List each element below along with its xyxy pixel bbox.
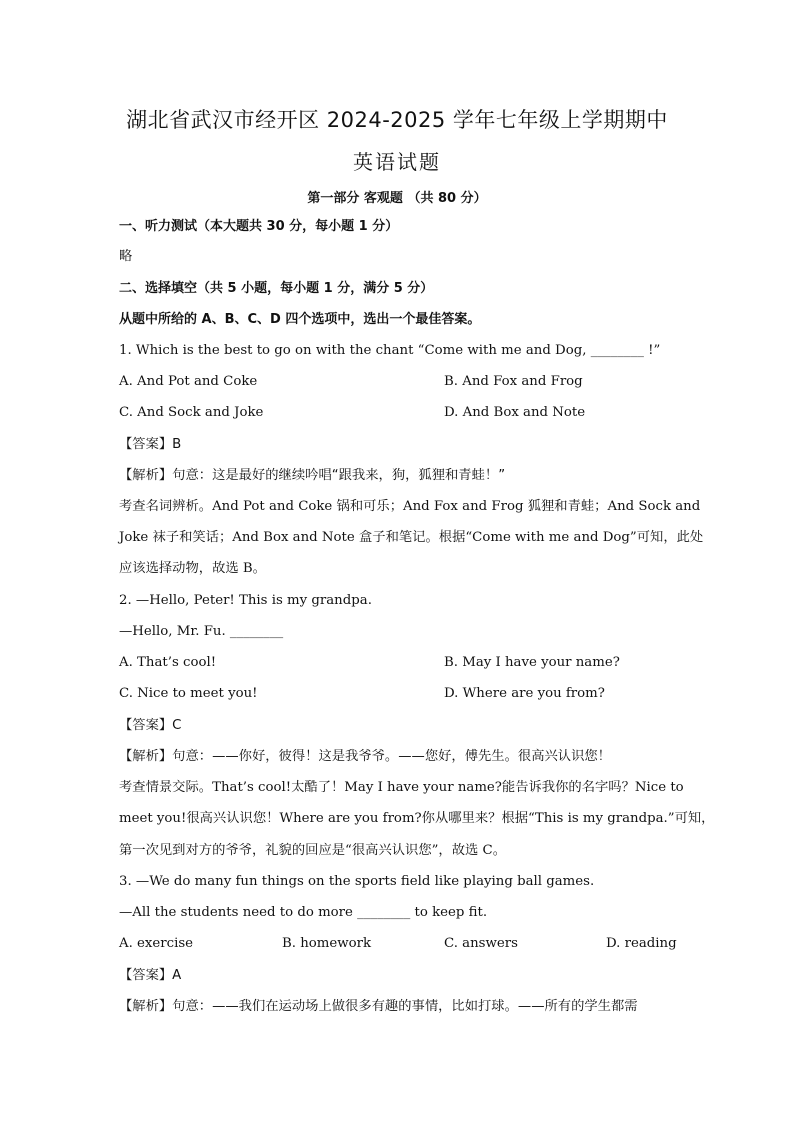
- q3-stem: 3. —We do many fun things on the sports field like playing ball games.: [119, 874, 595, 889]
- page-title: 湖北省武汉市经开区 2024-2025 学年七年级上学期期中: [126, 108, 668, 132]
- q1-option-b: B. And Fox and Frog: [444, 374, 583, 389]
- section2-heading: 二、选择填空（共 5 小题，每小题 1 分，满分 5 分）: [119, 281, 434, 296]
- q1-answer: 【答案】B: [119, 437, 182, 452]
- q2-analysis-line: meet you!很高兴认识您！Where are you from?你从哪里来？根据“This is my grandpa.”可知，: [119, 811, 715, 826]
- q2-stem: 2. —Hello, Peter! This is my grandpa.: [119, 593, 372, 608]
- q2-analysis-line: 第一次见到对方的爷爷，礼貌的回应是“很高兴认识您”，故选 C。: [119, 843, 507, 858]
- section2-instruction: 从题中所给的 A、B、C、D 四个选项中，选出一个最佳答案。: [119, 312, 481, 327]
- q1-option-d: D. And Box and Note: [444, 405, 586, 420]
- q1-analysis-line: 应该选择动物，故选 B。: [119, 561, 266, 576]
- q2-option-a: A. That’s cool!: [119, 655, 217, 670]
- q1-stem: 1. Which is the best to go on with the chant “Come with me and Dog, ________ !”: [119, 343, 661, 358]
- q3-answer: 【答案】A: [119, 968, 182, 983]
- part-heading: 第一部分 客观题 （共 80 分）: [307, 191, 487, 206]
- q2-analysis-line: 【解析】句意：——你好，彼得！这是我爷爷。——您好，傅先生。很高兴认识您！: [119, 749, 611, 764]
- q1-option-c: C. And Sock and Joke: [119, 405, 264, 420]
- q1-option-a: A. And Pot and Coke: [119, 374, 258, 389]
- q3-option-c: C. answers: [444, 936, 518, 951]
- q1-analysis-line: 考查名词辨析。And Pot and Coke 锅和可乐；And Fox and Frog 狐狸和青蛙；And Sock and: [119, 499, 701, 514]
- q3-option-a: A. exercise: [119, 936, 194, 951]
- q3-option-d: D. reading: [606, 936, 677, 951]
- q1-analysis-line: Joke 袜子和笑话；And Box and Note 盒子和笔记。根据“Come with me and Dog”可知，此处: [119, 530, 704, 545]
- q2-option-b: B. May I have your name?: [444, 655, 620, 670]
- q2-stem-reply: —Hello, Mr. Fu. ________: [119, 624, 284, 639]
- q1-analysis-line: 【解析】句意：这是最好的继续吟唱“跟我来，狗，狐狸和青蛙！”: [119, 468, 506, 483]
- q3-stem-reply: —All the students need to do more ________ to keep fit.: [119, 905, 488, 920]
- page-subtitle: 英语试题: [353, 150, 441, 174]
- section1-note: 略: [119, 249, 133, 264]
- q2-option-d: D. Where are you from?: [444, 686, 605, 701]
- section1-heading: 一、听力测试（本大题共 30 分，每小题 1 分）: [119, 219, 399, 234]
- q2-analysis-line: 考查情景交际。That’s cool!太酷了！May I have your name?能告诉我你的名字吗？Nice to: [119, 780, 684, 795]
- q3-analysis-line: 【解析】句意：——我们在运动场上做很多有趣的事情，比如打球。——所有的学生都需: [119, 999, 638, 1014]
- q3-option-b: B. homework: [282, 936, 372, 951]
- q2-answer: 【答案】C: [119, 718, 182, 733]
- q2-option-c: C. Nice to meet you!: [119, 686, 258, 701]
